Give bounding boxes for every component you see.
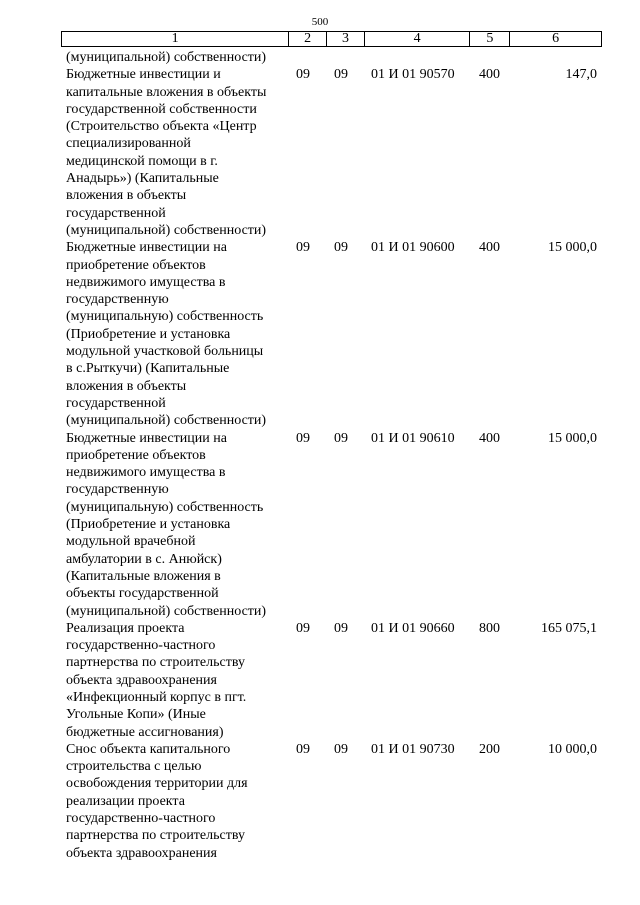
row-vr: 200 — [479, 741, 500, 757]
row-vr: 400 — [479, 430, 500, 446]
continuation-text: (муниципальной) собственности) — [66, 50, 267, 65]
row-vr: 400 — [479, 240, 500, 256]
row-rz: 09 — [296, 620, 310, 636]
row-pr: 09 — [334, 620, 348, 636]
row-rz: 09 — [296, 67, 310, 83]
table-body — [66, 49, 606, 862]
row-description: Бюджетные инвестиции и капитальные вложения в объекты государственной собственности (Строительство объекта «Центр специализированной медицинской помощи в г. Анадырь») (Капитальные вложения в объекты государственной (муниципальной) собственности) — [66, 67, 267, 238]
row-pr: 09 — [334, 741, 348, 757]
table-row — [66, 741, 606, 862]
row-sum: 15 000,0 — [548, 240, 597, 256]
row-pr: 09 — [334, 67, 348, 83]
row-rz: 09 — [296, 240, 310, 256]
header-col-4: 4 — [365, 32, 471, 46]
row-pr: 09 — [334, 240, 348, 256]
row-sum: 15 000,0 — [548, 430, 597, 446]
table-row — [66, 66, 606, 239]
row-pr: 09 — [334, 430, 348, 446]
row-description: Снос объекта капитального строительства с целью освобождения территории для реализации проекта государственно-частного партнерства по строительству объекта здравоохранения — [66, 741, 248, 861]
page-number: 500 — [311, 16, 329, 28]
row-csr: 01 И 01 90600 — [371, 240, 455, 256]
header-col-6: 6 — [552, 31, 560, 46]
row-vr: 800 — [479, 620, 500, 636]
row-rz: 09 — [296, 430, 310, 446]
row-vr: 400 — [479, 67, 500, 83]
row-csr: 01 И 01 90570 — [371, 67, 455, 83]
header-col-2: 2 — [289, 32, 327, 46]
row-csr: 01 И 01 90730 — [371, 741, 455, 757]
table-row — [66, 430, 606, 620]
header-col-5: 5 — [470, 32, 510, 46]
header-col-1: 1 — [62, 32, 289, 46]
table-row — [66, 620, 606, 741]
row-sum: 10 000,0 — [548, 741, 597, 757]
row-csr: 01 И 01 90610 — [371, 430, 455, 446]
row-csr: 01 И 01 90660 — [371, 620, 455, 636]
table-header — [61, 31, 602, 47]
row-description: Бюджетные инвестиции на приобретение объектов недвижимого имущества в государственную (муниципальную) собственность (Приобретение и установка модульной участковой больницы в с.Рыткучи) (Капитальные вложения в объекты государственной (муниципальной) собственности) — [66, 240, 267, 429]
table-row — [66, 239, 606, 429]
row-rz: 09 — [296, 741, 310, 757]
row-description: Реализация проекта государственно-частного партнерства по строительству объекта здравоохранения «Инфекционный корпус в пгт. Угольные Копи» (Иные бюджетные ассигнования) — [66, 620, 247, 740]
header-col-3: 3 — [327, 32, 365, 46]
row-description: Бюджетные инвестиции на приобретение объектов недвижимого имущества в государственную (муниципальную) собственность (Приобретение и установка модульной врачебной амбулатории в с. Анюйск) (Капитальные вложения в объекты государственной (муниципальной) собственности) — [66, 430, 267, 619]
row-sum: 147,0 — [565, 67, 597, 83]
row-sum: 165 075,1 — [541, 620, 597, 636]
